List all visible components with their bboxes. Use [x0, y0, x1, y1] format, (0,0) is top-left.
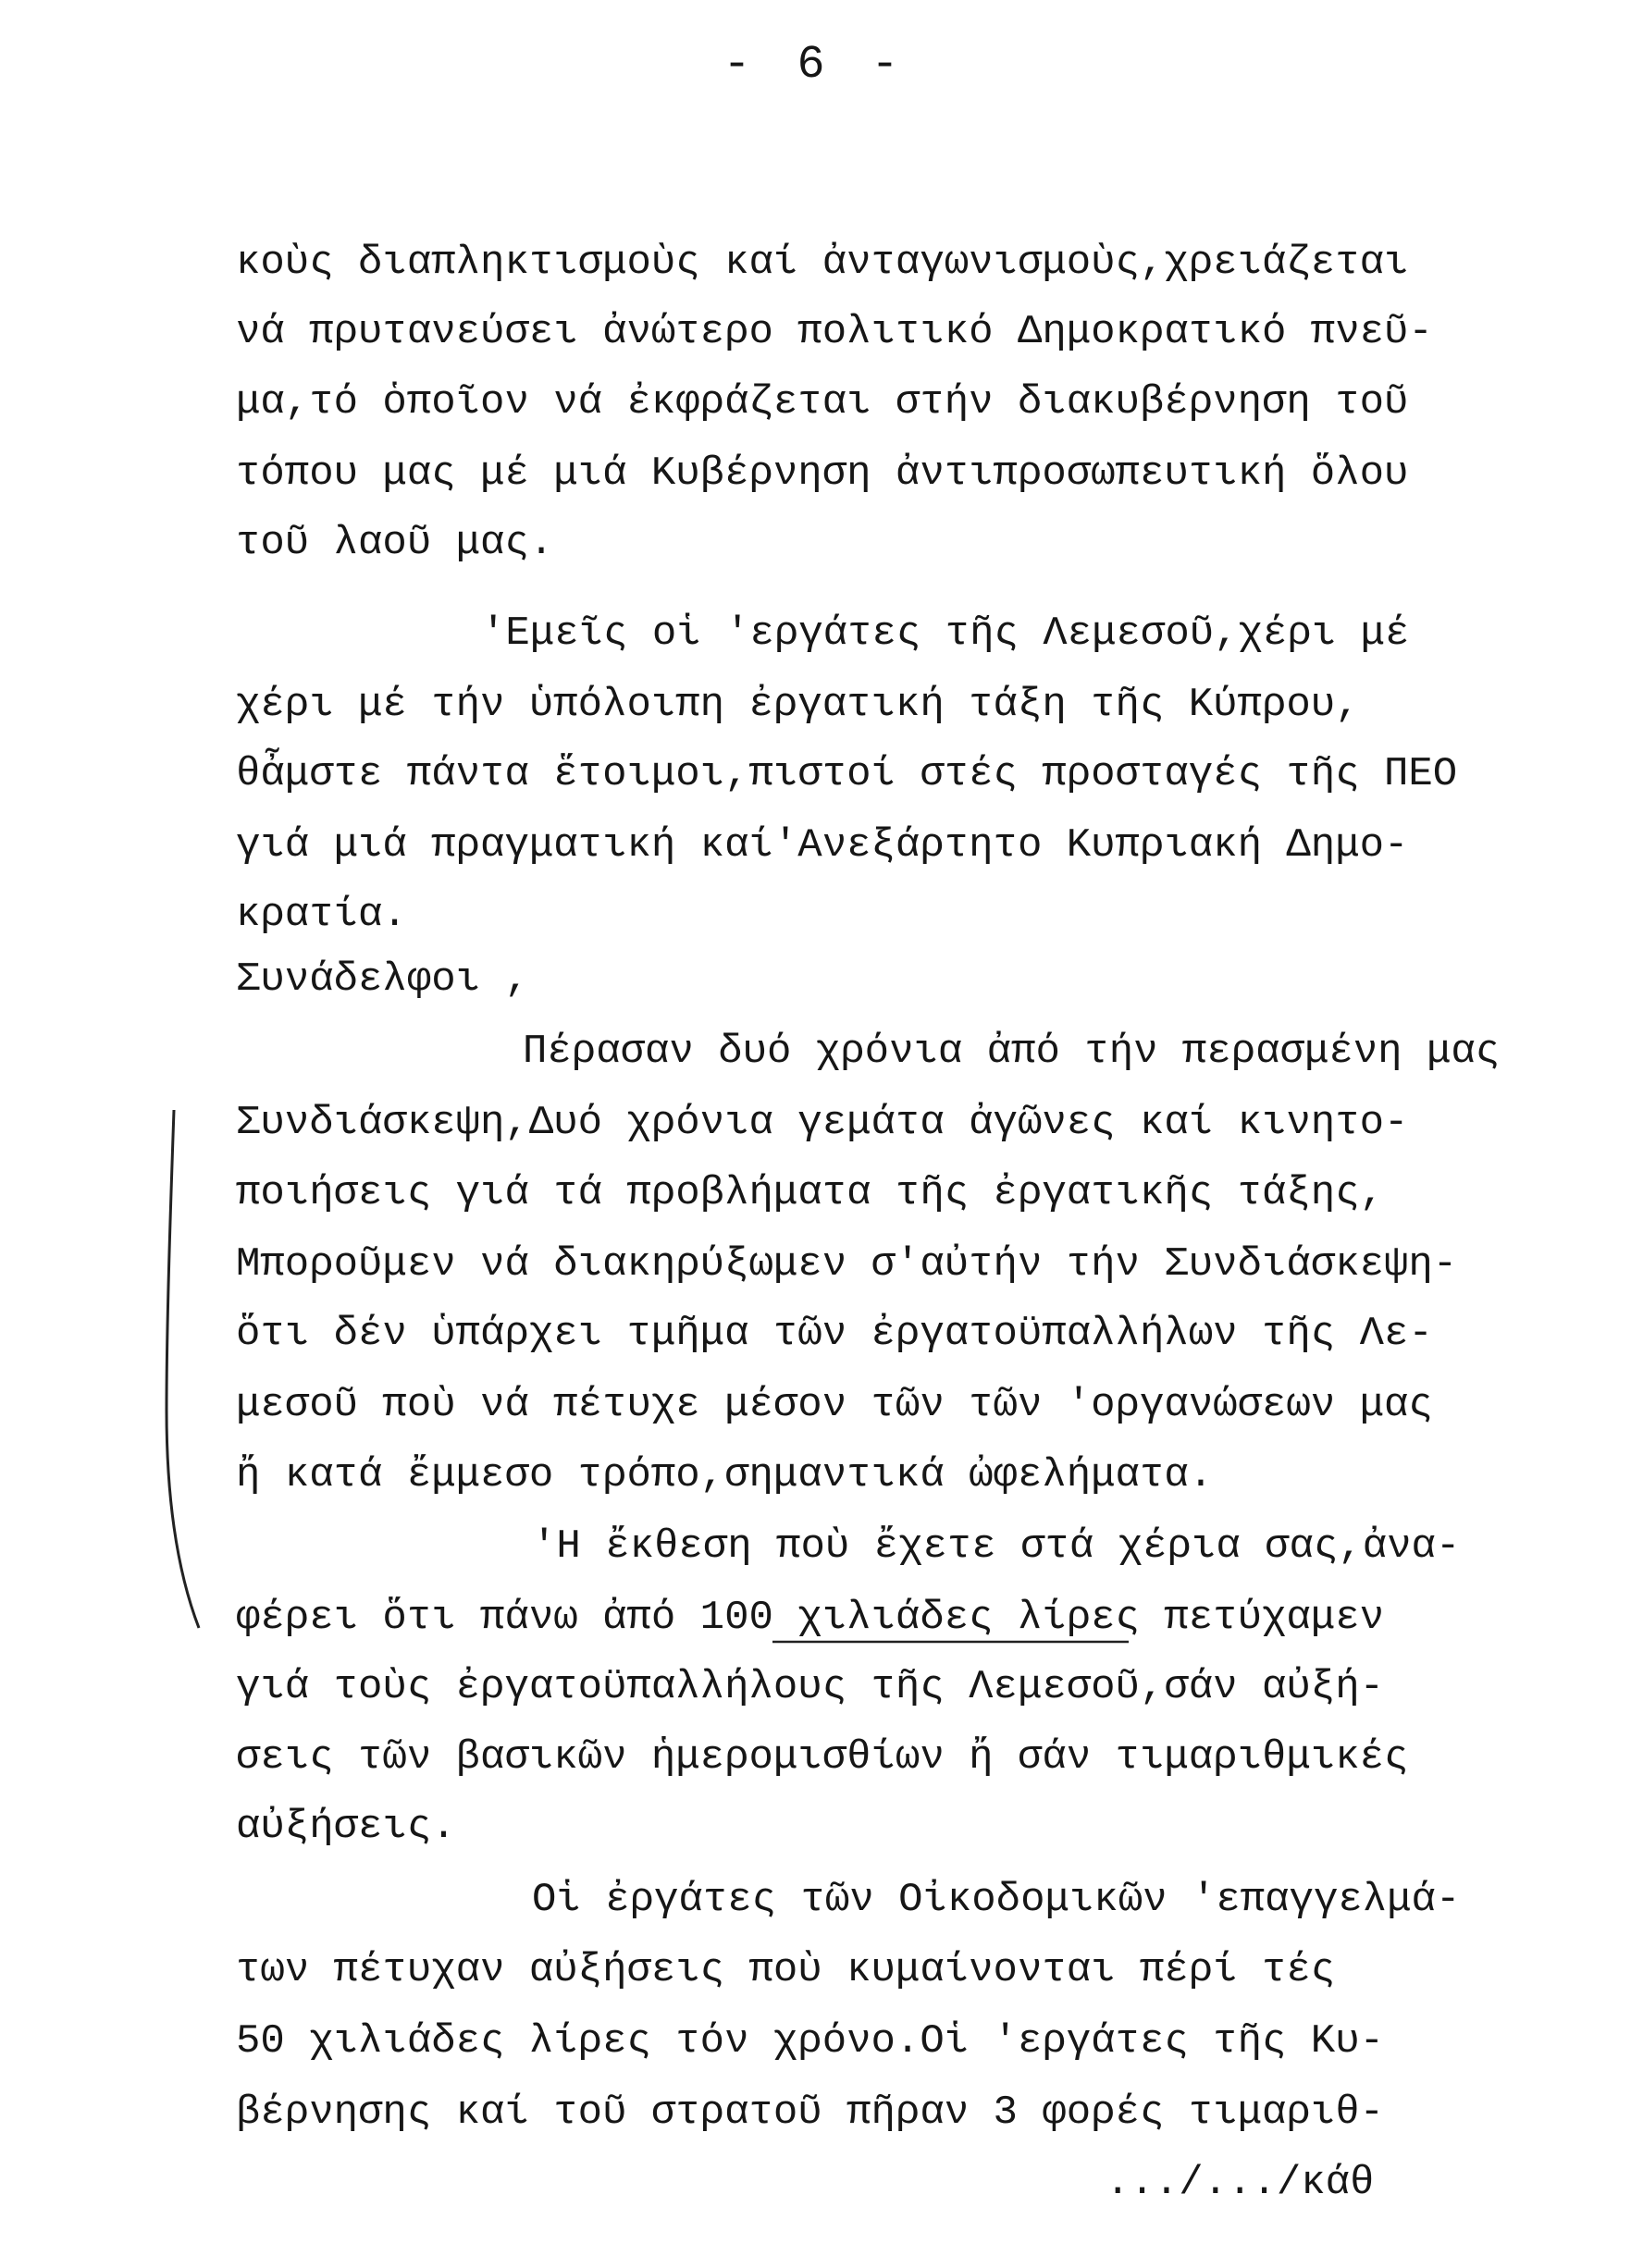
text-line: σεις τῶν βασικῶν ἡμερομισθίων ἤ σάν τιμαριθμικές	[236, 1734, 1409, 1781]
text-line: γιά μιά πραγματική καί'Ανεξάρτητο Κυπριακή Δημο-	[236, 822, 1409, 869]
text-line: 'Η ἔκθεση ποὺ ἔχετε στά χέρια σας,ἀνα-	[532, 1523, 1461, 1570]
text-line: Οἱ ἐργάτες τῶν Οἰκοδομικῶν 'επαγγελμά-	[532, 1877, 1461, 1923]
text-line: φέρει ὅτι πάνω ἀπό 100 χιλιάδες λίρες πετύχαμεν	[236, 1595, 1385, 1641]
text-line: 'Εμεῖς οἱ 'εργάτες τῆς Λεμεσοῦ,χέρι μέ	[481, 610, 1410, 657]
text-line: ποιήσεις γιά τά προβλήματα τῆς ἐργατικῆς τάξης,	[236, 1170, 1385, 1216]
text-line: ἤ κατά ἔμμεσο τρόπο,σημαντικά ὠφελήματα.	[236, 1452, 1214, 1498]
text-line: γιά τοὺς ἐργατοϋπαλλήλους τῆς Λεμεσοῦ,σάν αὐξή-	[236, 1664, 1385, 1710]
text-line: κρατία.	[236, 892, 407, 938]
margin-bracket-mark	[139, 1105, 204, 1633]
text-line: 50 χιλιάδες λίρες τόν χρόνο.Οἱ 'εργάτες τῆς Κυ-	[236, 2018, 1385, 2065]
text-line: νά πρυτανεύσει ἀνώτερο πολιτικό Δημοκρατικό πνεῦ-	[236, 309, 1433, 355]
text-line: Μποροῦμεν νά διακηρύξωμεν σ'αὐτήν τήν Συνδιάσκεψη-	[236, 1241, 1458, 1288]
text-line: κοὺς διαπληκτισμοὺς καί ἀνταγωνισμοὺς,χρειάζεται	[236, 240, 1409, 286]
salutation: Συνάδελφοι ,	[236, 956, 529, 1003]
text-line: τόπου μας μέ μιά Κυβέρνηση ἀντιπροσωπευτική ὅλου	[236, 450, 1409, 497]
text-line: βέρνησης καί τοῦ στρατοῦ πῆραν 3 φορές τιμαριθ-	[236, 2089, 1385, 2136]
text-line: μεσοῦ ποὺ νά πέτυχε μέσον τῶν τῶν 'οργανώσεων μας	[236, 1382, 1433, 1428]
continuation-marker: .../.../κάθ	[1106, 2160, 1375, 2206]
text-line: Πέρασαν δυό χρόνια ἀπό τήν περασμένη μας	[523, 1029, 1501, 1075]
text-line: χέρι μέ τήν ὑπόλοιπη ἐργατική τάξη τῆς Κύπρου,	[236, 682, 1360, 728]
text-line: μα,τό ὁποῖον νά ἐκφράζεται στήν διακυβέρνηση τοῦ	[236, 379, 1409, 425]
text-line: Συνδιάσκεψη,Δυό χρόνια γεμάτα ἀγῶνες καί κινητο-	[236, 1100, 1409, 1146]
page-number: - 6 -	[723, 39, 908, 92]
text-line: αὐξήσεις.	[236, 1804, 456, 1850]
text-line: ὅτι δέν ὑπάρχει τμῆμα τῶν ἐργατοϋπαλλήλων τῆς Λε-	[236, 1311, 1433, 1357]
text-line: τοῦ λαοῦ μας.	[236, 520, 554, 566]
text-line: των πέτυχαν αὐξήσεις ποὺ κυμαίνονται πέρί τές	[236, 1947, 1336, 1993]
text-line: θἆμστε πάντα ἕτοιμοι,πιστοί στές προσταγές τῆς ΠΕΟ	[236, 751, 1458, 797]
